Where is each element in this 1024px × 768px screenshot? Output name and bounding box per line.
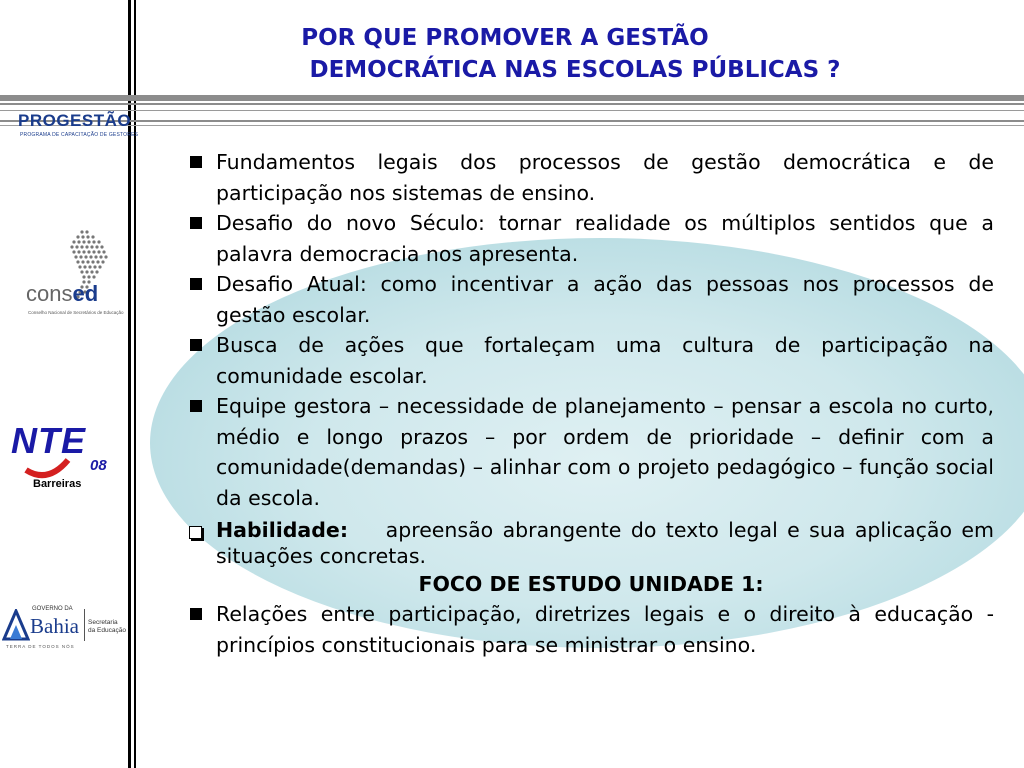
bullet-item [188, 147, 994, 208]
bullet-text: Relações entre participação, diretrizes legais e o direito à educação - princípios constitucionais para se ministrar o ensino. [216, 602, 994, 657]
square-bullet-icon [190, 339, 202, 351]
consed-logo-suffix: ed [72, 281, 99, 306]
bullet-item [188, 391, 994, 513]
nte-logo-city: Barreiras [33, 478, 82, 490]
square-bullet-icon [190, 400, 202, 412]
habilidade-text-block [188, 517, 994, 569]
square-bullet-icon [190, 608, 202, 620]
bahia-logo-name: Bahia [30, 614, 79, 638]
header-bar-thin2 [0, 120, 1024, 122]
nte-logo-year: 08 [90, 457, 107, 474]
bullet-item [188, 330, 994, 391]
nte-logo-name: NTE [11, 420, 86, 461]
square-bullet-icon [190, 156, 202, 168]
consed-logo-prefix: cons [26, 281, 73, 306]
habilidade-text: apreensão abrangente do texto legal e sua aplicação em situações concretas. [216, 518, 994, 568]
bahia-logo-sec-line1: Secretaria [88, 619, 118, 626]
bullet-item [188, 208, 994, 269]
consed-logo-subtitle: Conselho Nacional de Secretários de Educação [28, 310, 124, 315]
bahia-logo-sec-line2: da Educação [88, 627, 126, 634]
bahia-logo-divider [84, 609, 85, 641]
title-line-1: POR QUE PROMOVER A GESTÃO [301, 25, 709, 51]
focus-heading: FOCO DE ESTUDO UNIDADE 1: [418, 572, 764, 596]
title-line-2: DEMOCRÁTICA NAS ESCOLAS PÚBLICAS ? [309, 57, 841, 83]
header-bar-thin3 [0, 125, 1024, 126]
header-bar-top [0, 95, 1024, 101]
square-bullet-icon [190, 217, 202, 229]
consed-logo-name [26, 281, 98, 307]
left-border-line-2 [134, 0, 136, 768]
progestao-logo [18, 111, 139, 143]
bullet-text: Desafio Atual: como incentivar a ação das pessoas nos processos de gestão escolar. [216, 272, 994, 327]
bahia-logo-secretaria [88, 619, 126, 635]
header-bar-thin1 [0, 110, 1024, 111]
progestao-logo-name: PROGESTÃO [18, 111, 132, 130]
bullet-text: Desafio do novo Século: tornar realidade os múltiplos sentidos que a palavra democracia nos apresenta. [216, 211, 994, 266]
bullet-text: Busca de ações que fortaleçam uma cultura de participação na comunidade escolar. [216, 333, 994, 388]
checkbox-bullet-icon [189, 526, 202, 539]
bullet-text: Equipe gestora – necessidade de planejamento – pensar a escola no curto, médio e longo prazos – por ordem de prioridade – definir com a comunidade(demandas) – alinhar com o projeto pedagógico – função social da escola. [216, 394, 994, 510]
nte-logo [8, 420, 123, 495]
progestao-logo-subtitle: PROGRAMA DE CAPACITAÇÃO DE GESTORES [20, 132, 139, 138]
bahia-logo [2, 605, 127, 655]
header-bar-mid [0, 103, 1024, 105]
bahia-emblem-icon [2, 609, 30, 641]
consed-logo [22, 228, 124, 323]
bullet-item [188, 599, 994, 660]
bahia-logo-gov: GOVERNO DA [32, 606, 73, 612]
habilidade-item [188, 517, 994, 569]
page-title [140, 22, 1010, 86]
main-content [188, 147, 994, 660]
habilidade-label: Habilidade: [216, 518, 349, 542]
bullet-text: Fundamentos legais dos processos de gestão democrática e de participação nos sistemas de ensino. [216, 150, 994, 205]
bullet-item [188, 269, 994, 330]
bahia-logo-tagline: TERRA DE TODOS NÓS [6, 644, 75, 649]
square-bullet-icon [190, 278, 202, 290]
